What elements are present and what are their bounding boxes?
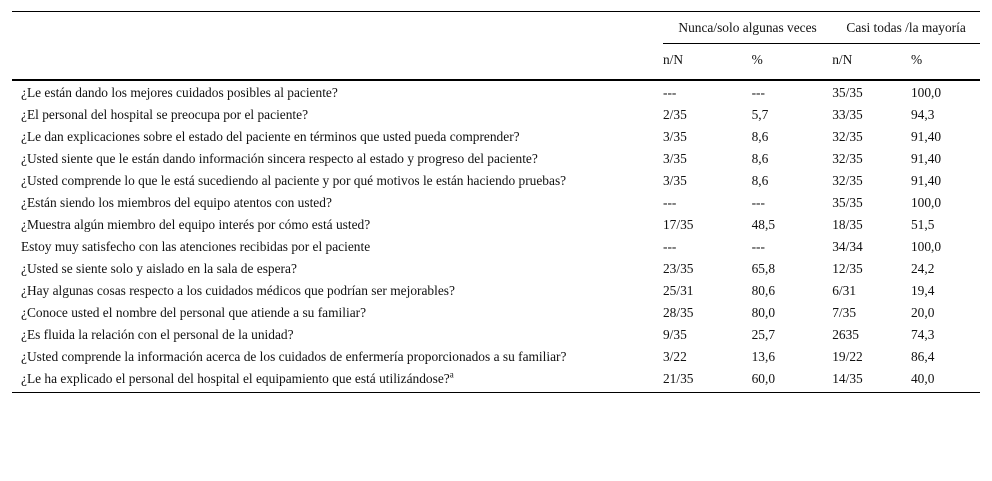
question-cell-text: ¿Usted comprende la información acerca de los cuidados de enfermería proporcionados a su familiar? — [21, 349, 567, 364]
sub-header-row — [12, 44, 980, 81]
casi-todas-count-cell — [832, 104, 911, 126]
nunca-count-cell — [663, 170, 752, 192]
nunca-percent-cell — [752, 214, 833, 236]
question-cell — [12, 126, 663, 148]
nunca-percent-cell — [752, 148, 833, 170]
question-cell — [12, 302, 663, 324]
table-row — [12, 258, 980, 280]
nunca-percent-cell — [752, 236, 833, 258]
casi-todas-count-cell-text: 14/35 — [832, 371, 863, 386]
casi-todas-percent-cell-text: 24,2 — [910, 261, 935, 276]
question-cell — [12, 170, 663, 192]
table-row — [12, 280, 980, 302]
table-row — [12, 368, 980, 393]
question-cell-text: ¿Están siendo los miembros del equipo atentos con usted? — [21, 195, 332, 210]
casi-todas-count-cell — [832, 368, 911, 393]
casi-todas-percent-cell — [911, 126, 980, 148]
nunca-percent-cell — [752, 302, 833, 324]
question-column-header — [12, 12, 663, 44]
casi-todas-count-cell — [832, 236, 911, 258]
nunca-count-cell-text: 9/35 — [662, 327, 687, 342]
question-cell-text: ¿Usted siente que le están dando información sincera respecto al estado y progreso del paciente? — [21, 151, 538, 166]
nunca-percent-cell-text: 5,7 — [751, 107, 769, 122]
nunca-count-cell — [663, 104, 752, 126]
casi-todas-percent-cell-text: 40,0 — [910, 371, 935, 386]
nunca-percent-cell-text: 13,6 — [751, 349, 776, 364]
nunca-count-cell — [663, 258, 752, 280]
nunca-count-cell-text: 2/35 — [662, 107, 687, 122]
nunca-count-cell-text: --- — [662, 195, 677, 210]
nunca-percent-cell — [752, 126, 833, 148]
question-cell — [12, 280, 663, 302]
table-row — [12, 324, 980, 346]
casi-todas-count-cell-text: 7/35 — [832, 305, 857, 320]
nunca-count-cell-text: 21/35 — [662, 371, 694, 386]
group-header-row — [12, 12, 980, 44]
nunca-count-cell — [663, 346, 752, 368]
nunca-count-cell — [663, 280, 752, 302]
nunca-percent-cell-text: 25,7 — [751, 327, 776, 342]
question-cell — [12, 148, 663, 170]
question-cell — [12, 192, 663, 214]
sub-header-blank — [12, 44, 663, 81]
casi-todas-percent-cell — [911, 80, 980, 104]
casi-todas-percent-cell-text: 94,3 — [910, 107, 935, 122]
nunca-percent-cell — [752, 104, 833, 126]
casi-todas-percent-cell — [911, 368, 980, 393]
question-cell-text: ¿Hay algunas cosas respecto a los cuidados médicos que podrían ser mejorables? — [21, 283, 455, 298]
table-row — [12, 80, 980, 104]
group-header-nunca: Nunca/solo algunas veces — [663, 12, 832, 44]
casi-todas-count-cell — [832, 324, 911, 346]
casi-todas-count-cell-text: 33/35 — [832, 107, 863, 122]
survey-table — [12, 11, 980, 393]
casi-todas-count-cell-text: 2635 — [832, 327, 859, 342]
nunca-percent-cell-text: --- — [751, 239, 765, 254]
nunca-count-cell — [663, 214, 752, 236]
nunca-percent-cell — [752, 346, 833, 368]
nunca-percent-cell — [752, 324, 833, 346]
casi-todas-count-cell — [832, 170, 911, 192]
question-cell — [12, 214, 663, 236]
casi-todas-percent-cell — [911, 214, 980, 236]
question-cell — [12, 324, 663, 346]
nunca-percent-cell-text: 48,5 — [751, 217, 776, 232]
casi-todas-percent-cell-text: 91,40 — [910, 129, 942, 144]
nunca-percent-cell — [752, 258, 833, 280]
casi-todas-count-cell-text: 35/35 — [832, 85, 863, 100]
casi-todas-percent-cell-text: 20,0 — [910, 305, 935, 320]
question-cell-text: ¿El personal del hospital se preocupa por el paciente? — [21, 107, 309, 122]
casi-todas-count-cell-text: 32/35 — [832, 151, 863, 166]
casi-todas-count-cell — [832, 80, 911, 104]
question-cell-text: ¿Usted se siente solo y aislado en la sala de espera? — [21, 261, 297, 276]
nunca-count-cell-text: 25/31 — [662, 283, 694, 298]
question-cell — [12, 346, 663, 368]
sub-header-p2: % — [911, 44, 980, 81]
casi-todas-percent-cell — [911, 104, 980, 126]
casi-todas-percent-cell — [911, 192, 980, 214]
nunca-count-cell-text: 28/35 — [662, 305, 694, 320]
nunca-percent-cell-text: 60,0 — [751, 371, 776, 386]
sub-header-n1: n/N — [663, 44, 752, 81]
table-row — [12, 214, 980, 236]
nunca-count-cell-text: 3/35 — [662, 173, 687, 188]
question-cell-text: ¿Le dan explicaciones sobre el estado del paciente en términos que usted pueda comprender? — [21, 129, 520, 144]
nunca-percent-cell-text: --- — [751, 195, 765, 210]
sub-header-n2: n/N — [832, 44, 911, 81]
casi-todas-percent-cell — [911, 302, 980, 324]
question-cell-text: ¿Le están dando los mejores cuidados posibles al paciente? — [21, 85, 338, 100]
casi-todas-count-cell — [832, 192, 911, 214]
casi-todas-count-cell — [832, 214, 911, 236]
casi-todas-count-cell-text: 18/35 — [832, 217, 863, 232]
question-cell-text: ¿Es fluida la relación con el personal de la unidad? — [21, 327, 294, 342]
casi-todas-percent-cell — [911, 258, 980, 280]
nunca-percent-cell — [752, 80, 833, 104]
casi-todas-percent-cell-text: 86,4 — [910, 349, 935, 364]
question-cell-text: ¿Usted comprende lo que le está sucediendo al paciente y por qué motivos le están haciendo pruebas? — [21, 173, 567, 188]
table-row — [12, 302, 980, 324]
question-cell — [12, 104, 663, 126]
casi-todas-count-cell-text: 32/35 — [832, 173, 863, 188]
casi-todas-count-cell-text: 32/35 — [832, 129, 863, 144]
nunca-count-cell-text: --- — [662, 239, 677, 254]
question-cell — [12, 236, 663, 258]
casi-todas-percent-cell-text: 100,0 — [910, 195, 942, 210]
casi-todas-percent-cell — [911, 170, 980, 192]
casi-todas-count-cell-text: 6/31 — [832, 283, 857, 298]
table-row — [12, 170, 980, 192]
question-cell-text: Estoy muy satisfecho con las atenciones recibidas por el paciente — [21, 239, 371, 254]
nunca-count-cell-text: 23/35 — [662, 261, 694, 276]
nunca-percent-cell-text: 65,8 — [751, 261, 776, 276]
casi-todas-count-cell-text: 12/35 — [832, 261, 863, 276]
casi-todas-count-cell-text: 34/34 — [832, 239, 863, 254]
nunca-percent-cell — [752, 170, 833, 192]
nunca-count-cell — [663, 368, 752, 393]
casi-todas-percent-cell-text: 100,0 — [910, 239, 942, 254]
question-cell-text: ¿Conoce usted el nombre del personal que atiende a su familiar? — [21, 305, 367, 320]
nunca-percent-cell — [752, 280, 833, 302]
casi-todas-percent-cell-text: 100,0 — [910, 85, 942, 100]
nunca-count-cell — [663, 126, 752, 148]
nunca-count-cell-text: 17/35 — [662, 217, 694, 232]
casi-todas-count-cell — [832, 346, 911, 368]
casi-todas-count-cell — [832, 280, 911, 302]
casi-todas-percent-cell — [911, 148, 980, 170]
nunca-percent-cell-text: 80,6 — [751, 283, 776, 298]
casi-todas-percent-cell-text: 74,3 — [910, 327, 935, 342]
casi-todas-percent-cell — [911, 346, 980, 368]
casi-todas-percent-cell — [911, 280, 980, 302]
nunca-count-cell-text: 3/22 — [662, 349, 687, 364]
casi-todas-count-cell — [832, 126, 911, 148]
table-row — [12, 346, 980, 368]
nunca-count-cell — [663, 80, 752, 104]
footnote-marker: a — [449, 369, 454, 380]
nunca-percent-cell-text: 8,6 — [751, 129, 769, 144]
casi-todas-count-cell — [832, 302, 911, 324]
sub-header-p1: % — [752, 44, 833, 81]
nunca-count-cell — [663, 302, 752, 324]
table-row — [12, 236, 980, 258]
casi-todas-count-cell — [832, 258, 911, 280]
casi-todas-percent-cell-text: 19,4 — [910, 283, 935, 298]
casi-todas-percent-cell — [911, 324, 980, 346]
nunca-count-cell-text: --- — [662, 85, 677, 100]
nunca-count-cell-text: 3/35 — [662, 151, 687, 166]
question-cell-text: ¿Muestra algún miembro del equipo interés por cómo está usted? — [21, 217, 371, 232]
nunca-count-cell — [663, 236, 752, 258]
table-row — [12, 148, 980, 170]
table-row — [12, 126, 980, 148]
nunca-percent-cell — [752, 368, 833, 393]
nunca-count-cell — [663, 192, 752, 214]
nunca-percent-cell-text: 8,6 — [751, 151, 769, 166]
table-row — [12, 104, 980, 126]
casi-todas-percent-cell-text: 91,40 — [910, 173, 942, 188]
question-cell — [12, 80, 663, 104]
group-header-casi-todas: Casi todas /la mayoría — [832, 12, 980, 44]
nunca-percent-cell-text: 80,0 — [751, 305, 776, 320]
casi-todas-percent-cell — [911, 236, 980, 258]
question-cell — [12, 368, 663, 393]
casi-todas-percent-cell-text: 91,40 — [910, 151, 942, 166]
casi-todas-percent-cell-text: 51,5 — [910, 217, 935, 232]
nunca-count-cell-text: 3/35 — [662, 129, 687, 144]
nunca-count-cell — [663, 324, 752, 346]
nunca-percent-cell-text: --- — [751, 85, 765, 100]
question-cell-text: ¿Le ha explicado el personal del hospital el equipamiento que está utilizándose? — [21, 371, 450, 386]
casi-todas-count-cell — [832, 148, 911, 170]
nunca-percent-cell-text: 8,6 — [751, 173, 769, 188]
casi-todas-count-cell-text: 35/35 — [832, 195, 863, 210]
table-row — [12, 192, 980, 214]
survey-table-container — [12, 11, 980, 393]
nunca-count-cell — [663, 148, 752, 170]
question-cell — [12, 258, 663, 280]
nunca-percent-cell — [752, 192, 833, 214]
casi-todas-count-cell-text: 19/22 — [832, 349, 863, 364]
